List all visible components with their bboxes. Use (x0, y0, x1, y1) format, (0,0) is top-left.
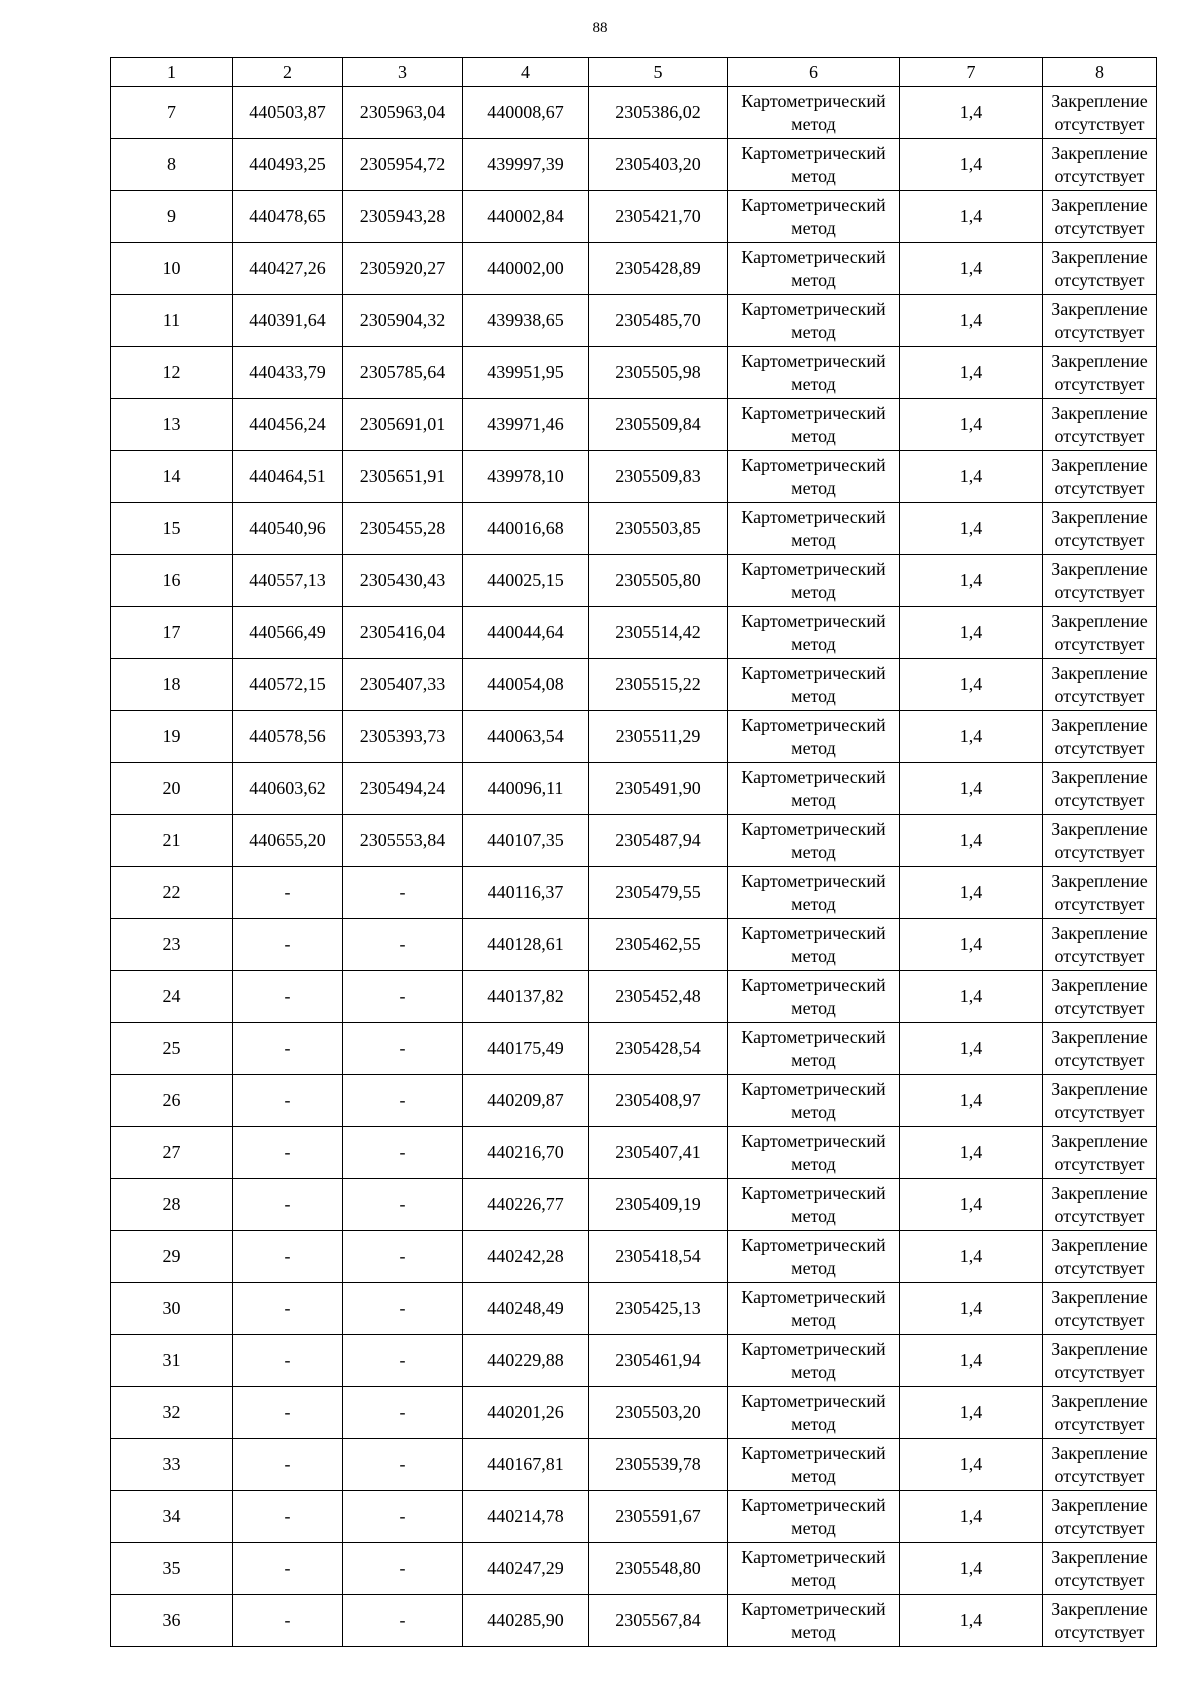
x-old-cell: - (233, 1075, 343, 1127)
x-old-cell: - (233, 1023, 343, 1075)
y-old-cell: - (343, 919, 463, 971)
accuracy-cell: 1,4 (900, 1439, 1043, 1491)
y-old-cell: 2305691,01 (343, 399, 463, 451)
y-old-cell: - (343, 1491, 463, 1543)
y-old-cell: 2305416,04 (343, 607, 463, 659)
point-number-cell: 12 (111, 347, 233, 399)
y-new-cell: 2305479,55 (589, 867, 728, 919)
fixing-cell: Закрепление отсутствует (1043, 139, 1157, 191)
y-old-cell: 2305904,32 (343, 295, 463, 347)
method-cell: Картометрический метод (728, 1231, 900, 1283)
point-number-cell: 14 (111, 451, 233, 503)
method-cell: Картометрический метод (728, 607, 900, 659)
y-old-cell: 2305494,24 (343, 763, 463, 815)
x-old-cell: 440433,79 (233, 347, 343, 399)
column-header: 8 (1043, 58, 1157, 87)
x-new-cell: 440209,87 (463, 1075, 589, 1127)
y-new-cell: 2305511,29 (589, 711, 728, 763)
accuracy-cell: 1,4 (900, 243, 1043, 295)
y-old-cell: 2305785,64 (343, 347, 463, 399)
accuracy-cell: 1,4 (900, 1387, 1043, 1439)
x-old-cell: - (233, 1491, 343, 1543)
fixing-cell: Закрепление отсутствует (1043, 451, 1157, 503)
x-new-cell: 440226,77 (463, 1179, 589, 1231)
y-new-cell: 2305407,41 (589, 1127, 728, 1179)
x-new-cell: 439997,39 (463, 139, 589, 191)
x-new-cell: 440242,28 (463, 1231, 589, 1283)
fixing-cell: Закрепление отсутствует (1043, 347, 1157, 399)
method-cell: Картометрический метод (728, 1335, 900, 1387)
table-row (111, 659, 1157, 711)
fixing-cell: Закрепление отсутствует (1043, 191, 1157, 243)
y-new-cell: 2305591,67 (589, 1491, 728, 1543)
x-new-cell: 439971,46 (463, 399, 589, 451)
x-old-cell: 440578,56 (233, 711, 343, 763)
y-old-cell: - (343, 1335, 463, 1387)
y-new-cell: 2305408,97 (589, 1075, 728, 1127)
y-old-cell: 2305963,04 (343, 87, 463, 139)
accuracy-cell: 1,4 (900, 711, 1043, 763)
table-row (111, 711, 1157, 763)
y-new-cell: 2305503,20 (589, 1387, 728, 1439)
table-row (111, 1283, 1157, 1335)
x-new-cell: 440201,26 (463, 1387, 589, 1439)
method-cell: Картометрический метод (728, 399, 900, 451)
accuracy-cell: 1,4 (900, 971, 1043, 1023)
x-new-cell: 440128,61 (463, 919, 589, 971)
y-old-cell: 2305943,28 (343, 191, 463, 243)
y-new-cell: 2305409,19 (589, 1179, 728, 1231)
table-row (111, 1439, 1157, 1491)
x-old-cell: 440427,26 (233, 243, 343, 295)
y-old-cell: 2305407,33 (343, 659, 463, 711)
point-number-cell: 8 (111, 139, 233, 191)
point-number-cell: 26 (111, 1075, 233, 1127)
point-number-cell: 32 (111, 1387, 233, 1439)
y-new-cell: 2305428,89 (589, 243, 728, 295)
accuracy-cell: 1,4 (900, 1335, 1043, 1387)
point-number-cell: 35 (111, 1543, 233, 1595)
x-new-cell: 439951,95 (463, 347, 589, 399)
accuracy-cell: 1,4 (900, 1179, 1043, 1231)
table-row (111, 815, 1157, 867)
table-row (111, 87, 1157, 139)
table-row (111, 1543, 1157, 1595)
y-new-cell: 2305503,85 (589, 503, 728, 555)
column-header: 3 (343, 58, 463, 87)
method-cell: Картометрический метод (728, 867, 900, 919)
y-old-cell: - (343, 1283, 463, 1335)
y-old-cell: 2305954,72 (343, 139, 463, 191)
x-old-cell: - (233, 1439, 343, 1491)
table-row (111, 971, 1157, 1023)
method-cell: Картометрический метод (728, 659, 900, 711)
table-row (111, 399, 1157, 451)
accuracy-cell: 1,4 (900, 815, 1043, 867)
x-new-cell: 440285,90 (463, 1595, 589, 1647)
y-old-cell: 2305455,28 (343, 503, 463, 555)
y-new-cell: 2305487,94 (589, 815, 728, 867)
fixing-cell: Закрепление отсутствует (1043, 919, 1157, 971)
point-number-cell: 23 (111, 919, 233, 971)
y-new-cell: 2305509,84 (589, 399, 728, 451)
accuracy-cell: 1,4 (900, 919, 1043, 971)
y-new-cell: 2305485,70 (589, 295, 728, 347)
y-old-cell: - (343, 971, 463, 1023)
table-row (111, 763, 1157, 815)
y-old-cell: 2305920,27 (343, 243, 463, 295)
y-new-cell: 2305548,80 (589, 1543, 728, 1595)
fixing-cell: Закрепление отсутствует (1043, 815, 1157, 867)
y-new-cell: 2305505,98 (589, 347, 728, 399)
method-cell: Картометрический метод (728, 1439, 900, 1491)
x-new-cell: 440214,78 (463, 1491, 589, 1543)
y-new-cell: 2305514,42 (589, 607, 728, 659)
x-new-cell: 440248,49 (463, 1283, 589, 1335)
accuracy-cell: 1,4 (900, 607, 1043, 659)
x-new-cell: 440175,49 (463, 1023, 589, 1075)
x-old-cell: 440603,62 (233, 763, 343, 815)
column-header: 4 (463, 58, 589, 87)
accuracy-cell: 1,4 (900, 399, 1043, 451)
fixing-cell: Закрепление отсутствует (1043, 1335, 1157, 1387)
y-new-cell: 2305425,13 (589, 1283, 728, 1335)
y-new-cell: 2305452,48 (589, 971, 728, 1023)
accuracy-cell: 1,4 (900, 1023, 1043, 1075)
accuracy-cell: 1,4 (900, 503, 1043, 555)
point-number-cell: 34 (111, 1491, 233, 1543)
x-old-cell: 440540,96 (233, 503, 343, 555)
column-header: 7 (900, 58, 1043, 87)
x-new-cell: 440216,70 (463, 1127, 589, 1179)
y-new-cell: 2305539,78 (589, 1439, 728, 1491)
y-new-cell: 2305491,90 (589, 763, 728, 815)
x-old-cell: 440566,49 (233, 607, 343, 659)
table-row (111, 243, 1157, 295)
point-number-cell: 17 (111, 607, 233, 659)
table-body (111, 87, 1157, 1647)
method-cell: Картометрический метод (728, 1387, 900, 1439)
x-new-cell: 439938,65 (463, 295, 589, 347)
point-number-cell: 15 (111, 503, 233, 555)
accuracy-cell: 1,4 (900, 87, 1043, 139)
method-cell: Картометрический метод (728, 1543, 900, 1595)
x-old-cell: - (233, 1179, 343, 1231)
fixing-cell: Закрепление отсутствует (1043, 1179, 1157, 1231)
fixing-cell: Закрепление отсутствует (1043, 555, 1157, 607)
y-old-cell: - (343, 1075, 463, 1127)
accuracy-cell: 1,4 (900, 191, 1043, 243)
y-new-cell: 2305515,22 (589, 659, 728, 711)
x-old-cell: 440572,15 (233, 659, 343, 711)
y-old-cell: 2305393,73 (343, 711, 463, 763)
method-cell: Картометрический метод (728, 1023, 900, 1075)
y-new-cell: 2305421,70 (589, 191, 728, 243)
method-cell: Картометрический метод (728, 503, 900, 555)
accuracy-cell: 1,4 (900, 1075, 1043, 1127)
table-row (111, 867, 1157, 919)
table-row (111, 191, 1157, 243)
x-old-cell: 440391,64 (233, 295, 343, 347)
table-row (111, 503, 1157, 555)
table-row (111, 139, 1157, 191)
method-cell: Картометрический метод (728, 191, 900, 243)
method-cell: Картометрический метод (728, 451, 900, 503)
fixing-cell: Закрепление отсутствует (1043, 711, 1157, 763)
y-old-cell: - (343, 1439, 463, 1491)
x-new-cell: 439978,10 (463, 451, 589, 503)
y-new-cell: 2305428,54 (589, 1023, 728, 1075)
accuracy-cell: 1,4 (900, 347, 1043, 399)
table-row (111, 1023, 1157, 1075)
x-new-cell: 440247,29 (463, 1543, 589, 1595)
table-row (111, 1595, 1157, 1647)
point-number-cell: 20 (111, 763, 233, 815)
method-cell: Картометрический метод (728, 87, 900, 139)
fixing-cell: Закрепление отсутствует (1043, 659, 1157, 711)
x-new-cell: 440137,82 (463, 971, 589, 1023)
point-number-cell: 29 (111, 1231, 233, 1283)
x-old-cell: 440464,51 (233, 451, 343, 503)
x-old-cell: - (233, 867, 343, 919)
accuracy-cell: 1,4 (900, 867, 1043, 919)
x-new-cell: 440002,84 (463, 191, 589, 243)
x-new-cell: 440063,54 (463, 711, 589, 763)
y-new-cell: 2305505,80 (589, 555, 728, 607)
point-number-cell: 25 (111, 1023, 233, 1075)
table-row (111, 607, 1157, 659)
y-old-cell: - (343, 1127, 463, 1179)
x-old-cell: 440478,65 (233, 191, 343, 243)
table-row (111, 1491, 1157, 1543)
table-row (111, 555, 1157, 607)
fixing-cell: Закрепление отсутствует (1043, 971, 1157, 1023)
coordinates-table (110, 57, 1157, 1647)
table-row (111, 1231, 1157, 1283)
x-new-cell: 440008,67 (463, 87, 589, 139)
point-number-cell: 30 (111, 1283, 233, 1335)
accuracy-cell: 1,4 (900, 1283, 1043, 1335)
accuracy-cell: 1,4 (900, 1127, 1043, 1179)
table-header-row (111, 58, 1157, 87)
method-cell: Картометрический метод (728, 1127, 900, 1179)
y-old-cell: - (343, 1231, 463, 1283)
point-number-cell: 10 (111, 243, 233, 295)
accuracy-cell: 1,4 (900, 451, 1043, 503)
fixing-cell: Закрепление отсутствует (1043, 1231, 1157, 1283)
method-cell: Картометрический метод (728, 555, 900, 607)
x-new-cell: 440002,00 (463, 243, 589, 295)
point-number-cell: 19 (111, 711, 233, 763)
column-header: 2 (233, 58, 343, 87)
fixing-cell: Закрепление отсутствует (1043, 1439, 1157, 1491)
y-new-cell: 2305386,02 (589, 87, 728, 139)
fixing-cell: Закрепление отсутствует (1043, 1283, 1157, 1335)
fixing-cell: Закрепление отсутствует (1043, 1127, 1157, 1179)
x-old-cell: - (233, 1595, 343, 1647)
method-cell: Картометрический метод (728, 1491, 900, 1543)
point-number-cell: 18 (111, 659, 233, 711)
fixing-cell: Закрепление отсутствует (1043, 1023, 1157, 1075)
table-row (111, 1335, 1157, 1387)
fixing-cell: Закрепление отсутствует (1043, 295, 1157, 347)
x-old-cell: - (233, 1335, 343, 1387)
column-header: 5 (589, 58, 728, 87)
table-row (111, 1179, 1157, 1231)
point-number-cell: 9 (111, 191, 233, 243)
x-new-cell: 440229,88 (463, 1335, 589, 1387)
accuracy-cell: 1,4 (900, 555, 1043, 607)
y-old-cell: - (343, 1023, 463, 1075)
method-cell: Картометрический метод (728, 1283, 900, 1335)
x-new-cell: 440054,08 (463, 659, 589, 711)
method-cell: Картометрический метод (728, 971, 900, 1023)
table-row (111, 347, 1157, 399)
point-number-cell: 7 (111, 87, 233, 139)
method-cell: Картометрический метод (728, 347, 900, 399)
point-number-cell: 33 (111, 1439, 233, 1491)
x-new-cell: 440044,64 (463, 607, 589, 659)
point-number-cell: 28 (111, 1179, 233, 1231)
point-number-cell: 24 (111, 971, 233, 1023)
point-number-cell: 27 (111, 1127, 233, 1179)
point-number-cell: 11 (111, 295, 233, 347)
x-new-cell: 440025,15 (463, 555, 589, 607)
point-number-cell: 21 (111, 815, 233, 867)
accuracy-cell: 1,4 (900, 139, 1043, 191)
accuracy-cell: 1,4 (900, 1491, 1043, 1543)
x-old-cell: - (233, 919, 343, 971)
point-number-cell: 36 (111, 1595, 233, 1647)
accuracy-cell: 1,4 (900, 295, 1043, 347)
x-old-cell: 440456,24 (233, 399, 343, 451)
y-new-cell: 2305509,83 (589, 451, 728, 503)
y-new-cell: 2305462,55 (589, 919, 728, 971)
point-number-cell: 16 (111, 555, 233, 607)
fixing-cell: Закрепление отсутствует (1043, 503, 1157, 555)
x-new-cell: 440096,11 (463, 763, 589, 815)
method-cell: Картометрический метод (728, 1075, 900, 1127)
x-old-cell: - (233, 1387, 343, 1439)
fixing-cell: Закрепление отсутствует (1043, 1491, 1157, 1543)
fixing-cell: Закрепление отсутствует (1043, 1543, 1157, 1595)
x-old-cell: - (233, 1543, 343, 1595)
y-new-cell: 2305567,84 (589, 1595, 728, 1647)
x-old-cell: 440503,87 (233, 87, 343, 139)
y-old-cell: - (343, 1543, 463, 1595)
method-cell: Картометрический метод (728, 711, 900, 763)
method-cell: Картометрический метод (728, 243, 900, 295)
x-new-cell: 440016,68 (463, 503, 589, 555)
accuracy-cell: 1,4 (900, 1231, 1043, 1283)
x-old-cell: - (233, 1283, 343, 1335)
method-cell: Картометрический метод (728, 295, 900, 347)
table-row (111, 1127, 1157, 1179)
fixing-cell: Закрепление отсутствует (1043, 1075, 1157, 1127)
y-old-cell: - (343, 1387, 463, 1439)
fixing-cell: Закрепление отсутствует (1043, 87, 1157, 139)
method-cell: Картометрический метод (728, 139, 900, 191)
x-old-cell: - (233, 1231, 343, 1283)
method-cell: Картометрический метод (728, 1179, 900, 1231)
x-new-cell: 440116,37 (463, 867, 589, 919)
column-header: 6 (728, 58, 900, 87)
table-row (111, 1075, 1157, 1127)
y-new-cell: 2305403,20 (589, 139, 728, 191)
page-number: 88 (592, 20, 608, 36)
fixing-cell: Закрепление отсутствует (1043, 1387, 1157, 1439)
x-old-cell: 440557,13 (233, 555, 343, 607)
accuracy-cell: 1,4 (900, 659, 1043, 711)
accuracy-cell: 1,4 (900, 1543, 1043, 1595)
accuracy-cell: 1,4 (900, 1595, 1043, 1647)
fixing-cell: Закрепление отсутствует (1043, 399, 1157, 451)
fixing-cell: Закрепление отсутствует (1043, 607, 1157, 659)
fixing-cell: Закрепление отсутствует (1043, 243, 1157, 295)
x-old-cell: - (233, 1127, 343, 1179)
point-number-cell: 31 (111, 1335, 233, 1387)
column-header: 1 (111, 58, 233, 87)
fixing-cell: Закрепление отсутствует (1043, 763, 1157, 815)
method-cell: Картометрический метод (728, 815, 900, 867)
y-old-cell: 2305553,84 (343, 815, 463, 867)
point-number-cell: 22 (111, 867, 233, 919)
table-row (111, 451, 1157, 503)
fixing-cell: Закрепление отсутствует (1043, 1595, 1157, 1647)
x-old-cell: 440655,20 (233, 815, 343, 867)
y-old-cell: - (343, 867, 463, 919)
method-cell: Картометрический метод (728, 919, 900, 971)
y-old-cell: 2305430,43 (343, 555, 463, 607)
x-new-cell: 440167,81 (463, 1439, 589, 1491)
y-old-cell: 2305651,91 (343, 451, 463, 503)
point-number-cell: 13 (111, 399, 233, 451)
table-row (111, 919, 1157, 971)
method-cell: Картометрический метод (728, 1595, 900, 1647)
method-cell: Картометрический метод (728, 763, 900, 815)
y-old-cell: - (343, 1595, 463, 1647)
accuracy-cell: 1,4 (900, 763, 1043, 815)
y-new-cell: 2305418,54 (589, 1231, 728, 1283)
x-old-cell: 440493,25 (233, 139, 343, 191)
x-new-cell: 440107,35 (463, 815, 589, 867)
fixing-cell: Закрепление отсутствует (1043, 867, 1157, 919)
x-old-cell: - (233, 971, 343, 1023)
y-old-cell: - (343, 1179, 463, 1231)
y-new-cell: 2305461,94 (589, 1335, 728, 1387)
table-row (111, 295, 1157, 347)
table-row (111, 1387, 1157, 1439)
